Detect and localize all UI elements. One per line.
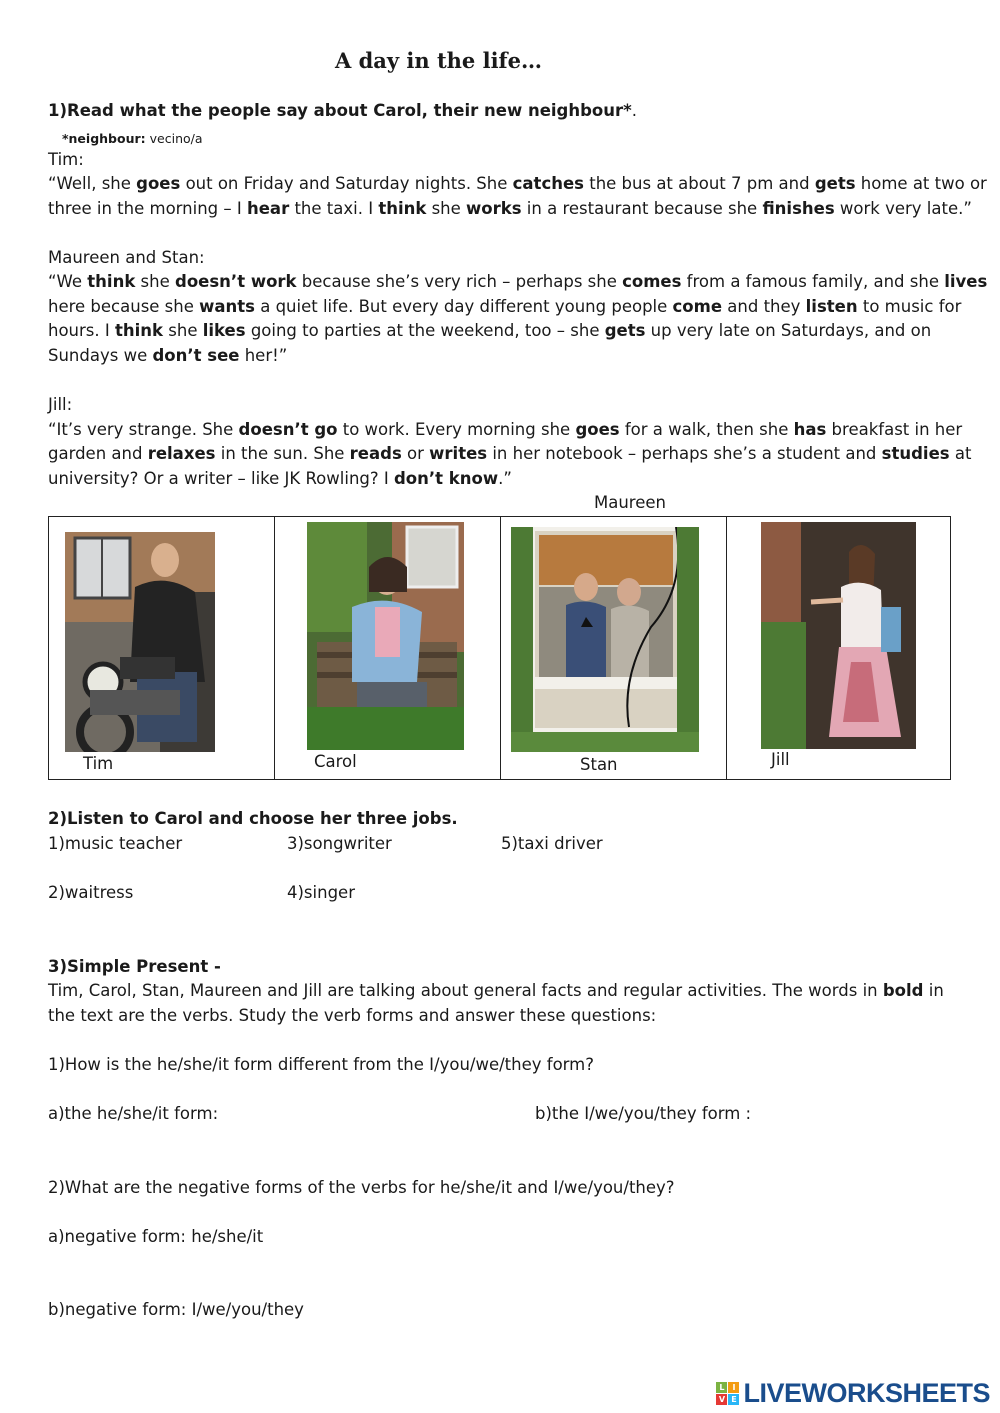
text-segment: “We xyxy=(48,272,88,291)
caption-tim: Tim xyxy=(83,754,114,773)
verb-bold: has xyxy=(793,420,827,439)
photo-jill xyxy=(761,522,916,749)
section3-intro-line-1 xyxy=(48,979,944,1004)
text-segment: because she’s very rich – perhaps she xyxy=(296,272,623,291)
job-option-2: 2)waitress xyxy=(48,883,134,902)
intro-bold-word: bold xyxy=(882,981,924,1000)
verb-bold: wants xyxy=(199,297,255,316)
verb-bold: think xyxy=(87,272,136,291)
photo-cell-jill xyxy=(727,517,952,779)
verb-bold: finishes xyxy=(762,199,835,218)
text-segment: .” xyxy=(498,469,512,488)
text-segment: three in the morning – I xyxy=(48,199,247,218)
text-segment: at xyxy=(949,444,972,463)
section1-heading-text: 1)Read what the people say about Carol, their new neighbour* xyxy=(48,101,632,120)
footnote xyxy=(62,131,203,146)
photo-grid xyxy=(48,516,951,780)
liveworksheets-logo xyxy=(716,1378,990,1409)
tim-quote-line-2 xyxy=(48,197,972,222)
logo-letter-i: I xyxy=(728,1382,739,1393)
job-option-4: 4)singer xyxy=(287,883,355,902)
section3-heading: 3)Simple Present - xyxy=(48,957,221,976)
verb-bold: don’t see xyxy=(152,346,240,365)
verb-bold: hear xyxy=(247,199,290,218)
verb-bold: likes xyxy=(202,321,246,340)
page-title: A day in the life… xyxy=(335,48,542,73)
section3-intro-line-2: the text are the verbs. Study the verb forms and answer these questions: xyxy=(48,1006,657,1025)
verb-bold: think xyxy=(115,321,164,340)
text-segment: she xyxy=(135,272,176,291)
intro-text-a: Tim, Carol, Stan, Maureen and Jill are talking about general facts and regular activities. The words in xyxy=(48,981,883,1000)
text-segment: “Well, she xyxy=(48,174,137,193)
verb-bold: listen xyxy=(805,297,858,316)
jill-quote-line-3 xyxy=(48,467,512,492)
text-segment: in the sun. She xyxy=(215,444,350,463)
footnote-definition: vecino/a xyxy=(145,131,203,146)
question-1: 1)How is the he/she/it form different from the I/you/we/they form? xyxy=(48,1055,594,1074)
verb-bold: don’t know xyxy=(393,469,499,488)
logo-letter-l: L xyxy=(716,1382,727,1393)
verb-bold: writes xyxy=(429,444,488,463)
logo-letter-v: V xyxy=(716,1394,727,1405)
text-segment: home at two or xyxy=(855,174,987,193)
footnote-term: *neighbour: xyxy=(62,131,146,146)
text-segment: Sundays we xyxy=(48,346,153,365)
caption-stan: Stan xyxy=(580,755,618,774)
text-segment: the taxi. I xyxy=(289,199,379,218)
caption-maureen: Maureen xyxy=(594,493,666,512)
section2-heading: 2)Listen to Carol and choose her three jobs. xyxy=(48,809,458,828)
intro-text-c: in xyxy=(923,981,944,1000)
text-segment: in a restaurant because she xyxy=(521,199,763,218)
photo-cell-maureen-stan xyxy=(501,517,727,779)
text-segment: to music for xyxy=(857,297,962,316)
section1-heading-period: . xyxy=(631,101,638,120)
question-2a: a)negative form: he/she/it xyxy=(48,1227,264,1246)
verb-bold: reads xyxy=(349,444,402,463)
logo-letter-e: E xyxy=(728,1394,739,1405)
text-segment: a quiet life. But every day different young people xyxy=(254,297,673,316)
question-1a: a)the he/she/it form: xyxy=(48,1104,219,1123)
question-1b: b)the I/we/you/they form : xyxy=(535,1104,752,1123)
text-segment: going to parties at the weekend, too – she xyxy=(245,321,605,340)
jill-label: Jill: xyxy=(48,395,73,414)
text-segment: work very late.” xyxy=(834,199,972,218)
verb-bold: comes xyxy=(622,272,682,291)
photo-maureen-stan xyxy=(511,527,699,752)
verb-bold: goes xyxy=(136,174,181,193)
text-segment: here because she xyxy=(48,297,200,316)
verb-bold: gets xyxy=(604,321,646,340)
caption-carol: Carol xyxy=(314,752,357,771)
logo-text: LIVEWORKSHEETS xyxy=(743,1378,990,1408)
verb-bold: doesn’t work xyxy=(175,272,297,291)
logo-mark-icon xyxy=(716,1382,739,1405)
tim-label: Tim: xyxy=(48,150,84,169)
maureen-stan-quote-line-3 xyxy=(48,319,931,344)
text-segment: the bus at about 7 pm and xyxy=(583,174,815,193)
caption-jill: Jill xyxy=(771,750,790,769)
section1-heading xyxy=(48,99,637,124)
text-segment: or xyxy=(401,444,430,463)
text-segment: breakfast in her xyxy=(826,420,963,439)
text-segment: her!” xyxy=(239,346,288,365)
photo-cell-tim xyxy=(49,517,275,779)
text-segment: out on Friday and Saturday nights. She xyxy=(180,174,513,193)
jill-quote-line-1 xyxy=(48,418,962,443)
verb-bold: doesn’t go xyxy=(238,420,338,439)
photo-cell-carol xyxy=(275,517,501,779)
job-option-5: 5)taxi driver xyxy=(501,834,603,853)
text-segment: hours. I xyxy=(48,321,115,340)
question-2: 2)What are the negative forms of the verbs for he/she/it and I/we/you/they? xyxy=(48,1178,675,1197)
verb-bold: studies xyxy=(881,444,950,463)
text-segment: in her notebook – perhaps she’s a student and xyxy=(487,444,882,463)
photo-tim xyxy=(65,532,215,752)
verb-bold: goes xyxy=(575,420,620,439)
maureen-stan-label: Maureen and Stan: xyxy=(48,248,205,267)
job-option-3: 3)songwriter xyxy=(287,834,392,853)
text-segment: “It’s very strange. She xyxy=(48,420,239,439)
job-option-1: 1)music teacher xyxy=(48,834,183,853)
question-2b: b)negative form: I/we/you/they xyxy=(48,1300,304,1319)
text-segment: university? Or a writer – like JK Rowling? I xyxy=(48,469,394,488)
text-segment: garden and xyxy=(48,444,148,463)
verb-bold: come xyxy=(672,297,723,316)
verb-bold: relaxes xyxy=(147,444,216,463)
verb-bold: gets xyxy=(814,174,856,193)
text-segment: for a walk, then she xyxy=(619,420,794,439)
text-segment: from a famous family, and she xyxy=(681,272,945,291)
verb-bold: think xyxy=(378,199,427,218)
jill-quote-line-2 xyxy=(48,442,971,467)
maureen-stan-quote-line-1 xyxy=(48,270,987,295)
text-segment: she xyxy=(163,321,203,340)
verb-bold: lives xyxy=(944,272,988,291)
text-segment: she xyxy=(426,199,467,218)
verb-bold: works xyxy=(466,199,522,218)
maureen-stan-quote-line-4 xyxy=(48,344,287,369)
verb-bold: catches xyxy=(512,174,584,193)
text-segment: to work. Every morning she xyxy=(337,420,576,439)
tim-quote-line-1 xyxy=(48,172,987,197)
text-segment: and they xyxy=(722,297,806,316)
maureen-stan-quote-line-2 xyxy=(48,295,961,320)
text-segment: up very late on Saturdays, and on xyxy=(645,321,932,340)
photo-carol xyxy=(307,522,464,750)
